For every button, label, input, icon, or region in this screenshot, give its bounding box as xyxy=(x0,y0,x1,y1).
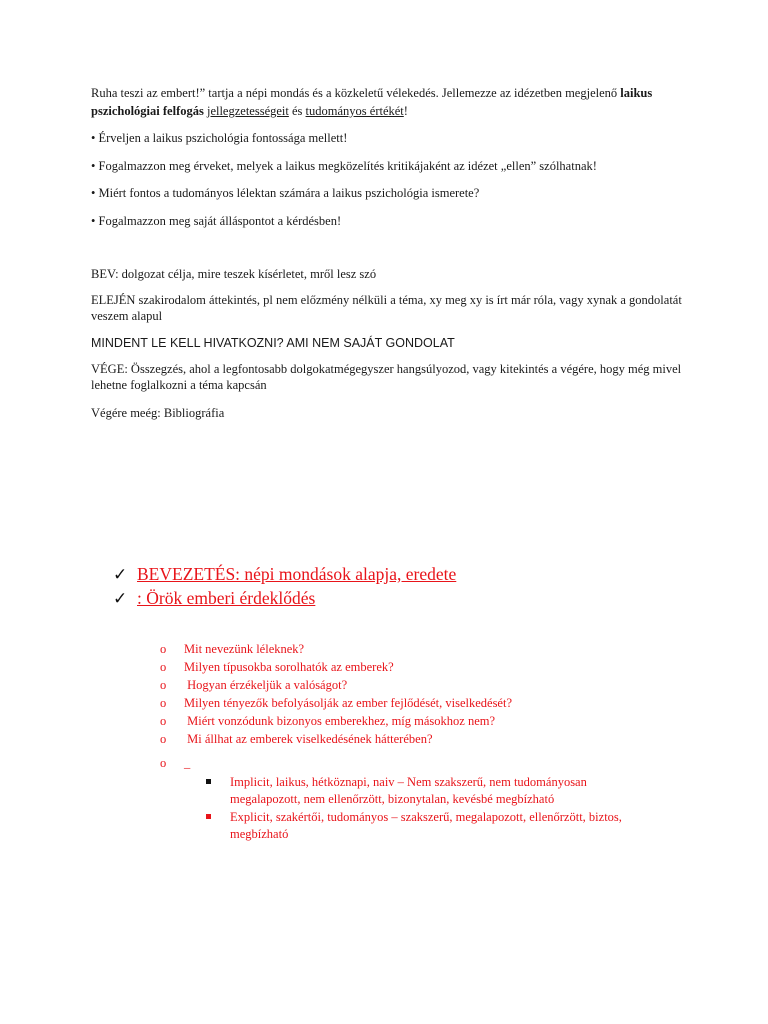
question-text: _ xyxy=(184,756,191,770)
task-item: • Fogalmazzon meg saját álláspontot a kérdésben! xyxy=(91,214,342,228)
circle-bullet-icon: o xyxy=(160,642,167,656)
check-icon: ✓ xyxy=(113,565,128,584)
sub-item-text: Explicit, szakértői, tudományos – szakszerű, megalapozott, ellenőrzött, biztos, megbízható xyxy=(230,810,622,841)
square-bullet-icon xyxy=(206,779,211,784)
task-item: • Érveljen a laikus pszichológia fontossága mellett! xyxy=(91,131,348,145)
note-mindent: MINDENT LE KELL HIVATKOZNI? AMI NEM SAJÁT GONDOLAT xyxy=(91,336,455,350)
question-item xyxy=(160,678,347,693)
intro-underlined-2: tudományos értékét xyxy=(305,104,404,118)
intro-text-1: Ruha teszi az embert!” tartja a népi mondás és a közkeletű vélekedés. Jellemezze az idézetben megjelenő xyxy=(91,86,621,100)
checklist-text: BEVEZETÉS: népi mondások alapja, eredete xyxy=(137,564,457,584)
square-bullet-icon xyxy=(206,814,211,819)
intro-underlined-1: jellegzetességeit xyxy=(206,104,289,118)
circle-bullet-icon: o xyxy=(160,732,167,746)
question-text: Miért vonzódunk bizonyos emberekhez, míg másokhoz nem? xyxy=(184,714,496,728)
intro-bold-term: laikus pszichológiai felfogás xyxy=(91,86,653,118)
question-item xyxy=(160,642,304,657)
question-item xyxy=(160,732,433,747)
question-text: Hogyan érzékeljük a valóságot? xyxy=(184,678,348,692)
task-item: • Miért fontos a tudományos lélektan számára a laikus pszichológia ismerete? xyxy=(91,186,480,200)
checklist-text: : Örök emberi érdeklődés xyxy=(137,588,316,608)
check-icon: ✓ xyxy=(113,589,128,608)
task-item: • Fogalmazzon meg érveket, melyek a laikus megközelítés kritikájaként az idézet „ellen” szólhatnak! xyxy=(91,159,597,173)
question-item xyxy=(160,696,512,711)
circle-bullet-icon: o xyxy=(160,756,167,770)
note-elejen: ELEJÉN szakirodalom áttekintés, pl nem előzmény nélküli a téma, xy meg xy is írt már róla, vagy xynak a gondolatát veszem alapul xyxy=(91,293,682,323)
question-item xyxy=(160,660,394,675)
note-bibliografia: Végére meég: Bibliográfia xyxy=(91,406,225,420)
circle-bullet-icon: o xyxy=(160,678,167,692)
circle-bullet-icon: o xyxy=(160,714,167,728)
question-text: Milyen tényezők befolyásolják az ember fejlődését, viselkedését? xyxy=(184,696,512,710)
intro-text-4: ! xyxy=(403,104,408,118)
checklist-item xyxy=(113,564,456,585)
question-item xyxy=(160,756,190,771)
intro-paragraph xyxy=(91,84,691,120)
question-item xyxy=(160,714,495,729)
note-vege: VÉGE: Összegzés, ahol a legfontosabb dolgokatmégegyszer hangsúlyozod, vagy kitekintés a végére, hogy még mivel lehetne foglalkozni a téma kapcsán xyxy=(91,362,682,392)
sub-item-text: Implicit, laikus, hétköznapi, naiv – Nem szakszerű, nem tudományosan megalapozott, nem ellenőrzött, bizonytalan, kevésbé megbízható xyxy=(230,775,587,806)
question-text: Mi állhat az emberek viselkedésének hátterében? xyxy=(184,732,433,746)
question-text: Milyen típusokba sorolhatók az emberek? xyxy=(184,660,394,674)
question-text: Mit nevezünk léleknek? xyxy=(184,642,305,656)
intro-text-3: és xyxy=(288,104,306,118)
checklist-item xyxy=(113,588,315,609)
circle-bullet-icon: o xyxy=(160,660,167,674)
note-bev: BEV: dolgozat célja, mire teszek kísérletet, mről lesz szó xyxy=(91,267,377,281)
circle-bullet-icon: o xyxy=(160,696,167,710)
